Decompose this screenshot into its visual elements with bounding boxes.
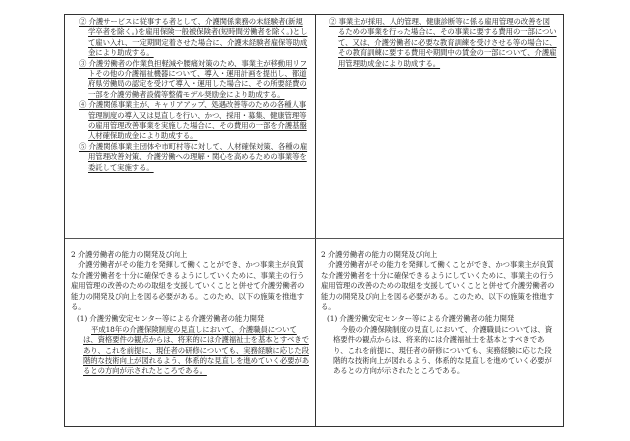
right-subsection-body-text: 今般の介護保険制度の見直しにおいて、介護職員については、資格要件の観点からは、将来的には介護福祉士を基本とすべきであり、これを前提に、現任者の研修についても、実務経験に応じた段階的な技術向上が図れるよう、体系的な見直しを進めていく必要があるとの方向が示されたところである。 (333, 324, 553, 376)
left-subsection-body (71, 325, 309, 377)
column-divider (315, 15, 316, 426)
right-section-body: 介護労働者がその能力を発揮して働くことができ、かつ事業主が良質な介護労働者を十分に確保できるようにしていくために、事業主の行う雇用管理の改善のための取組を支援していくことと併せて介護労働者の能力の開発及び向上を図る必要がある。このため、以下の施策を推進する。 (321, 260, 555, 312)
right-row-divider (315, 238, 563, 239)
left-top-cell (71, 17, 309, 173)
left-item-2: ② 介護サービスに従事する者として、介護関係業務の未経験者(新規学卒者を除く。)を雇用保険一般被保険者(短時間労働者を除く。)として雇い入れ、一定期間定着させた場合に、介護未経験者雇保等助成金により助成する。 (79, 17, 308, 58)
left-section-title: 2 介護労働者の能力の開発及び向上 (71, 250, 188, 259)
left-section-body: 介護労働者がその能力を発揮して働くことができ、かつ事業主が良質な介護労働者を十分に確保できるようにしていくために、事業主の行う雇用管理の改善のための取組を支援していくことと併せて介護労働者の能力の開発及び向上を図る必要がある。このため、以下の施策を推進する。 (71, 260, 305, 312)
left-item-5: ⑤ 介護関係事業主団体や市町村等に対して、人材確保対策、各種の雇用管理改善対策、介護労働への理解・関心を高めるための事業等を委託して実施する。 (79, 141, 308, 172)
right-subsection-title: (1) 介護労働安定センター等による介護労働者の能力開発 (327, 314, 515, 324)
right-item-2: ② 事業主が採用、人的管理、健康診断等に係る雇用管理の改善を図るための事業を行った場合に、その事業に要する費用の一部について、又は、介護労働者に必要な教育訓練を受けさせる等の場合に、その教育訓練に要する費用や期間中の賃金の一部について、介護雇用管理助成金により助成する。 (329, 17, 557, 68)
right-bottom-cell (321, 250, 557, 377)
left-bottom-cell (71, 250, 309, 377)
right-subsection-body (321, 325, 557, 377)
left-row-divider (65, 238, 315, 239)
right-section-title: 2 介護労働者の能力の開発及び向上 (321, 250, 438, 259)
left-item-4: ④ 介護関係事業主が、キャリアアップ、処遇改善等のための各種人事管理制度の導入又は見直しを行い、かつ、採用・募集、健康管理等の雇用管理改善事業を実施した場合に、その費用の一部を介護基盤人材確保助成金により助成する。 (79, 100, 307, 141)
comparison-table (64, 14, 564, 427)
left-subsection-body-text: 平成18年の介護保険制度の見直しにおいて、介護職員については、資格要件の観点からは、将来的には介護福祉士を基本とすべきであり、これを前提に、現任者の研修についても、実務経験に応じた段階的な技術向上が図れるよう、体系的な見直しを進めていく必要があるとの方向が示されたところである。 (83, 324, 310, 376)
left-item-3: ③ 介護労働者の作業負担軽減や腰痛対策のため、事業主が移動用リフトその他の介護福祉機器について、導入・運用計画を提出し、都道府県労働局の認定を受けて導入・運用した場合に、その所要経費の一部を介護労働者設備等整備モデル奨励金により助成する。 (79, 58, 307, 99)
right-top-cell (321, 17, 557, 69)
left-subsection-title: (1) 介護労働安定センター等による介護労働者の能力開発 (77, 314, 265, 324)
